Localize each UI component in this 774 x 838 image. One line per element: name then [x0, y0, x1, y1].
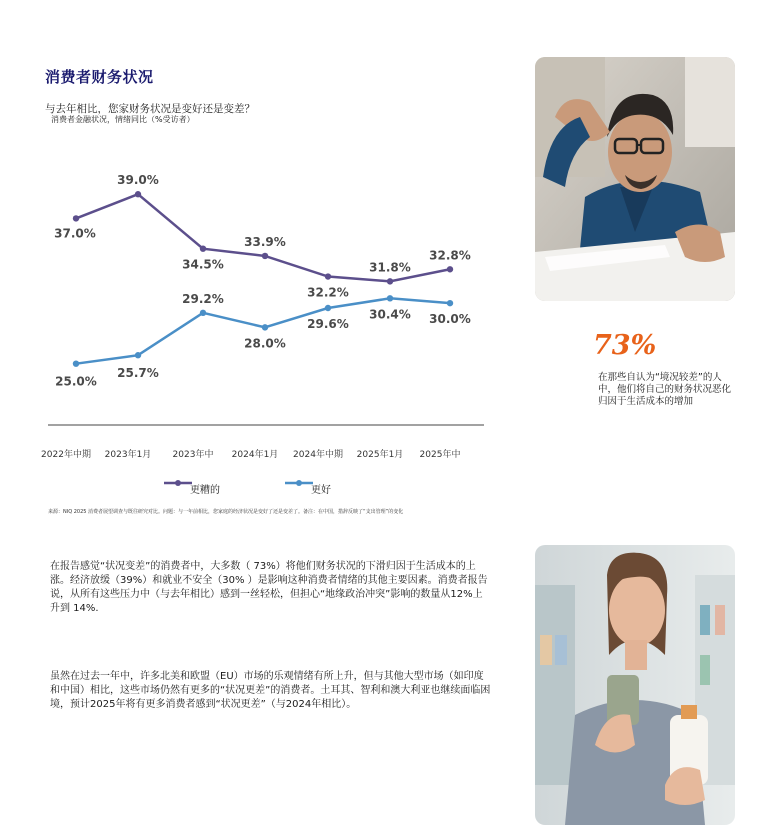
stat-value: 73%: [593, 330, 657, 361]
x-tick-label: 2024年中期: [293, 450, 343, 460]
x-tick-label: 2023年中: [172, 450, 214, 460]
data-point: [447, 266, 453, 272]
data-point: [325, 273, 331, 279]
legend-label: 更好: [311, 485, 331, 496]
legend-label: 更糟的: [190, 485, 220, 496]
data-label: 30.4%: [369, 307, 411, 322]
data-point: [135, 352, 141, 358]
data-label: 25.0%: [55, 374, 97, 389]
data-label: 25.7%: [117, 366, 159, 381]
chart-question: 与去年相比，您家财务状况是变好还是变差？: [45, 103, 255, 115]
data-point: [200, 245, 206, 251]
financial-sentiment-line-chart: [40, 140, 490, 525]
data-point: [387, 295, 393, 301]
data-label: 31.8%: [369, 260, 411, 275]
data-label: 32.8%: [429, 248, 471, 263]
source-note: 来源：NIQ 2025 消费者展望调查与既往研究对比。问题：与一年前相比，您家庭的经济状况是变好了还是变差了。备注：在中国，措辞反映了“支出管理”的变化: [48, 509, 404, 515]
page-title: 消费者财务状况: [45, 68, 154, 86]
data-label: 30.0%: [429, 312, 471, 327]
data-label: 34.5%: [182, 257, 224, 272]
data-label: 29.2%: [182, 291, 224, 306]
data-point: [73, 215, 79, 221]
data-point: [262, 253, 268, 259]
data-point: [135, 191, 141, 197]
chart-subtitle: 消费者金融状况，情绪同比（%受访者）: [51, 115, 195, 124]
data-label: 39.0%: [117, 173, 159, 188]
x-tick-label: 2022年中期: [41, 450, 91, 460]
data-label: 28.0%: [244, 336, 286, 351]
data-label: 32.2%: [307, 285, 349, 300]
body-paragraph-2: 虽然在过去一年中，许多北美和欧盟（EU）市场的乐观情绪有所上升，但与其他大型市场（如印度和中国）相比，这些市场仍然有更多的“状况更差”的消费者。土耳其、智利和澳大利亚也继续面临困境，预计2025年将有更多消费者感到“状况更差”（与2024年相比）。: [50, 671, 491, 710]
legend-marker: [175, 480, 181, 486]
data-point: [447, 300, 453, 306]
x-tick-label: 2025年中: [419, 450, 461, 460]
data-point: [387, 278, 393, 284]
data-label: 29.6%: [307, 317, 349, 331]
woman-shopping-photo: [535, 545, 735, 825]
data-point: [325, 305, 331, 311]
data-point: [200, 310, 206, 316]
worried-man-photo: [535, 57, 735, 301]
stat-caption: 在那些自认为“境况较差”的人中，他们将自己的财务状况恶化归因于生活成本的增加: [598, 372, 732, 407]
data-point: [262, 324, 268, 330]
x-tick-label: 2025年1月: [356, 450, 404, 460]
x-tick-label: 2024年1月: [231, 450, 279, 460]
data-label: 37.0%: [54, 226, 96, 241]
x-tick-label: 2023年1月: [104, 450, 152, 460]
legend-marker: [296, 480, 302, 486]
data-point: [73, 360, 79, 366]
data-label: 33.9%: [244, 234, 286, 249]
body-paragraph-1: 在报告感觉“状况变差”的消费者中，大多数（ 73%）将他们财务状况的下滑归因于生活成本的上涨。经济放缓（39%）和就业不安全（30% ）是影响这种消费者情绪的其他主要因素。消费者报告说，从所有这些压力中（与去年相比）感到一丝轻松，但担心“地缘政治冲突”影响的数量从12%上升到 14%.: [50, 561, 488, 614]
